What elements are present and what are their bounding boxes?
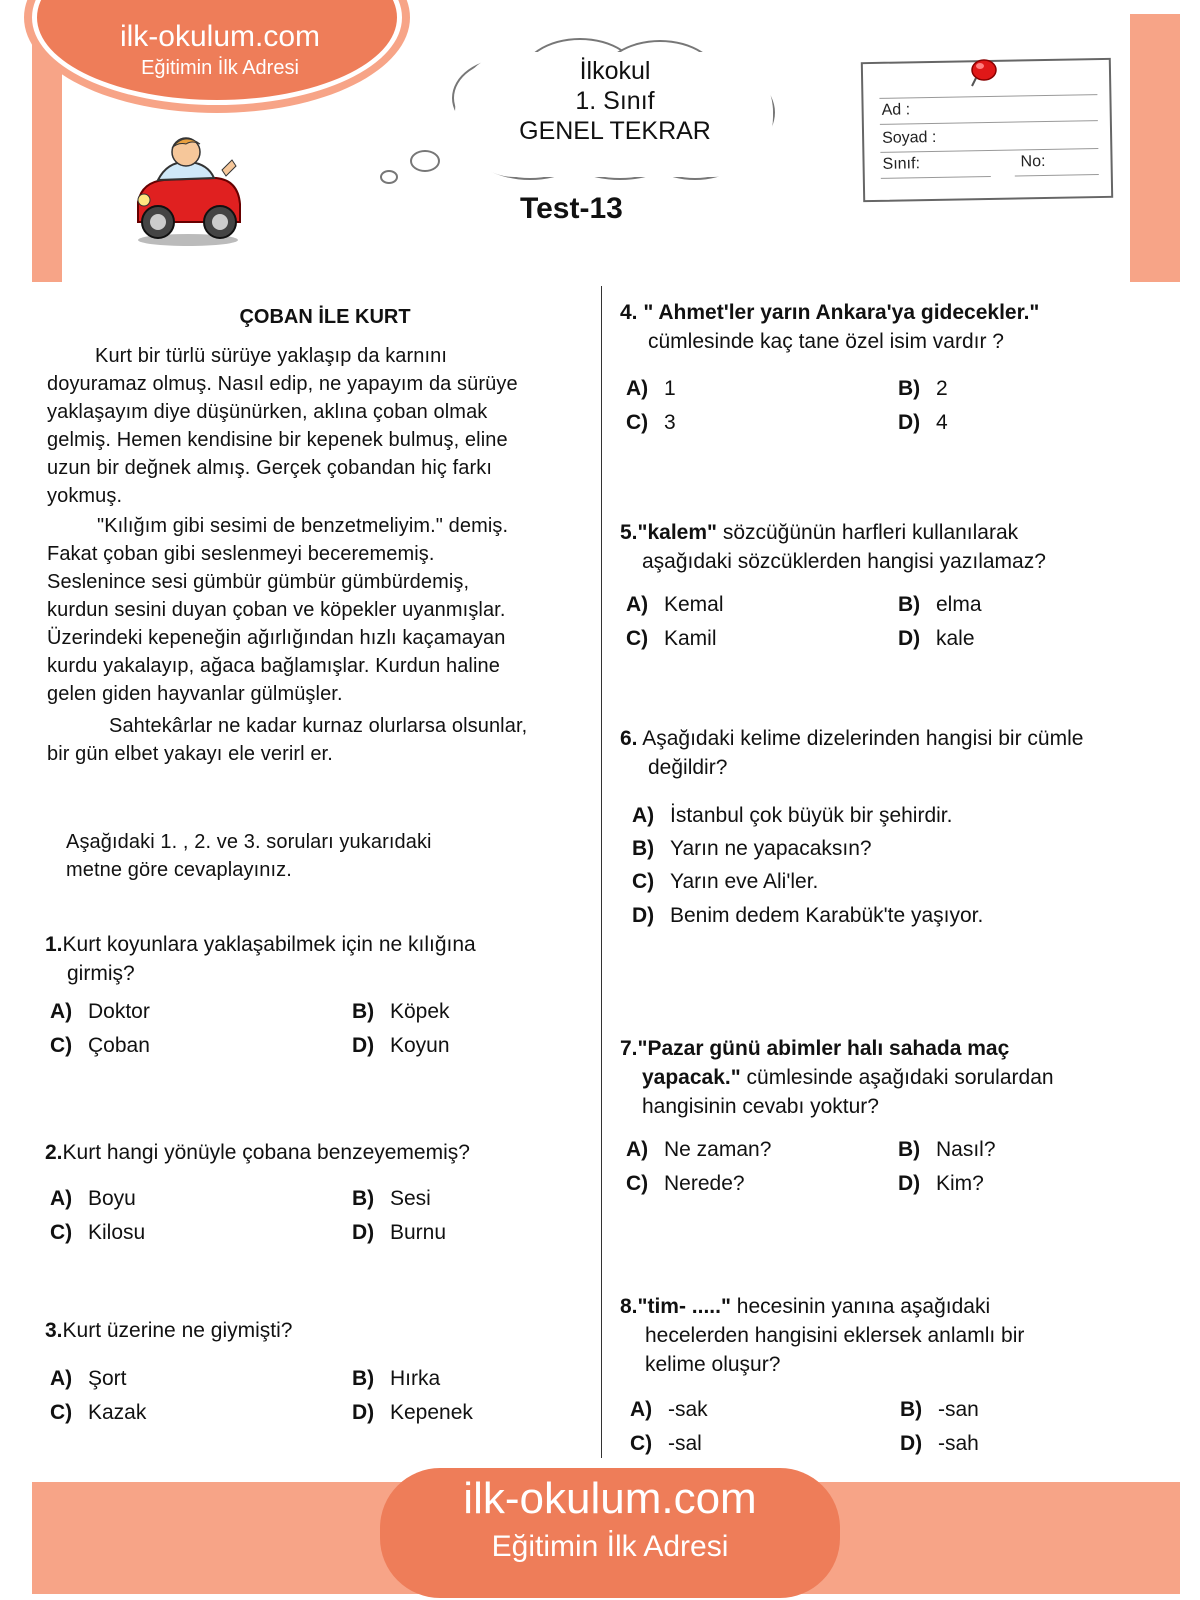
q8-option-a[interactable] xyxy=(630,1396,708,1424)
question-text: girmiş? xyxy=(67,962,135,985)
question-text: sözcüğünün harfleri kullanılarak xyxy=(722,521,1019,544)
question-text: Kurt hangi yönüyle çobana benzeyememiş? xyxy=(62,1141,470,1164)
footer-title: ilk-okulum.com xyxy=(463,1474,757,1523)
q3-option-b[interactable] xyxy=(352,1365,440,1393)
story-line: kurdun sesini duyan çoban ve köpekler uyanmışlar. xyxy=(47,599,506,621)
question-text: hecesinin yanına aşağıdaki xyxy=(736,1295,991,1318)
story-line: Seslenince sesi gümbür gümbür gümbürdemiş, xyxy=(47,571,470,593)
story-paragraph-3 xyxy=(47,712,592,768)
option-letter: D) xyxy=(632,904,655,927)
q7-option-c[interactable] xyxy=(626,1170,745,1198)
option-text: Şort xyxy=(88,1367,127,1390)
car-illustration xyxy=(128,130,248,248)
q4-option-c[interactable] xyxy=(626,409,676,437)
q8-option-b[interactable] xyxy=(900,1396,979,1424)
story-line: bir gün elbet yakayı ele verirl er. xyxy=(47,743,333,765)
option-letter: A) xyxy=(50,1187,73,1210)
story-line: gelmiş. Hemen kendisine bir kepenek bulmuş, eline xyxy=(47,429,508,451)
option-text: 3 xyxy=(664,411,676,434)
q3-option-a[interactable] xyxy=(50,1365,127,1393)
question-6 xyxy=(620,724,1180,782)
q6-option-c[interactable] xyxy=(632,868,818,896)
option-text: Nasıl? xyxy=(936,1138,996,1161)
q1-option-c[interactable] xyxy=(50,1032,150,1060)
q6-option-b[interactable] xyxy=(632,835,872,863)
option-letter: A) xyxy=(50,1000,73,1023)
option-text: İstanbul çok büyük bir şehirdir. xyxy=(670,804,953,827)
question-number: 3. xyxy=(45,1319,63,1342)
q4-option-d[interactable] xyxy=(898,409,948,437)
option-text: Benim dedem Karabük'te yaşıyor. xyxy=(670,904,984,927)
name-line xyxy=(880,120,1098,125)
question-text: kelime oluşur? xyxy=(645,1353,781,1376)
question-7 xyxy=(620,1034,1180,1121)
option-letter: B) xyxy=(352,1000,375,1023)
option-text: 1 xyxy=(664,377,676,400)
option-letter: B) xyxy=(898,377,921,400)
option-letter: A) xyxy=(626,1138,649,1161)
number-label: No: xyxy=(1020,152,1046,171)
class-line xyxy=(881,176,991,179)
story-line: Kurt bir türlü sürüye yaklaşıp da karnını xyxy=(95,345,448,367)
option-text: Doktor xyxy=(88,1000,150,1023)
option-text: Kim? xyxy=(936,1172,984,1195)
option-letter: D) xyxy=(900,1432,923,1455)
option-letter: A) xyxy=(626,593,649,616)
q8-option-d[interactable] xyxy=(900,1430,979,1458)
question-text: Kurt üzerine ne giymişti? xyxy=(62,1319,293,1342)
option-letter: C) xyxy=(626,411,649,434)
question-quote: "Pazar günü abimler halı sahada maç xyxy=(637,1037,1010,1060)
option-text: Nerede? xyxy=(664,1172,745,1195)
story-line: yokmuş. xyxy=(47,485,123,507)
q4-option-b[interactable] xyxy=(898,375,948,403)
option-text: Hırka xyxy=(390,1367,441,1390)
option-letter: B) xyxy=(898,593,921,616)
q7-option-d[interactable] xyxy=(898,1170,984,1198)
question-2 xyxy=(45,1138,585,1167)
question-quote: "tim- ....." xyxy=(637,1295,731,1318)
question-number: 8. xyxy=(620,1295,638,1318)
class-label: Sınıf: xyxy=(882,155,921,173)
question-number: 4. xyxy=(620,301,638,324)
option-letter: C) xyxy=(632,870,655,893)
option-text: -sak xyxy=(668,1398,708,1421)
q3-option-c[interactable] xyxy=(50,1399,146,1427)
option-letter: D) xyxy=(898,1172,921,1195)
option-letter: C) xyxy=(626,627,649,650)
option-text: Kemal xyxy=(664,593,724,616)
q2-option-a[interactable] xyxy=(50,1185,136,1213)
story-line: Sahtekârlar ne kadar kurnaz olurlarsa olsunlar, xyxy=(109,715,528,737)
q6-option-a[interactable] xyxy=(632,802,952,830)
story-line: Üzerindeki kepeneğin ağırlığından hızlı kaçamayan xyxy=(47,627,506,649)
q6-option-d[interactable] xyxy=(632,902,983,930)
story-line: kurdu yakalayıp, ağaca bağlamışlar. Kurdun haline xyxy=(47,655,500,677)
option-text: Kepenek xyxy=(390,1401,473,1424)
option-text: 2 xyxy=(936,377,948,400)
column-divider xyxy=(601,286,602,1458)
test-title: Test-13 xyxy=(520,192,623,225)
q5-option-b[interactable] xyxy=(898,591,982,619)
question-text: Aşağıdaki kelime dizelerinden hangisi bir cümle xyxy=(642,727,1084,750)
question-quote: yapacak." xyxy=(642,1066,741,1089)
option-letter: C) xyxy=(50,1221,73,1244)
option-letter: A) xyxy=(630,1398,653,1421)
story-title: ÇOBAN İLE KURT xyxy=(239,306,411,328)
instruction-line: Aşağıdaki 1. , 2. ve 3. soruları yukarıdaki xyxy=(66,831,432,853)
option-letter: C) xyxy=(50,1034,73,1057)
option-letter: A) xyxy=(632,804,655,827)
surname-label: Soyad : xyxy=(881,128,937,147)
question-text: aşağıdaki sözcüklerden hangisi yazılamaz? xyxy=(642,550,1046,573)
option-letter: C) xyxy=(50,1401,73,1424)
q8-option-c[interactable] xyxy=(630,1430,702,1458)
question-text: hangisinin cevabı yoktur? xyxy=(642,1095,879,1118)
option-letter: C) xyxy=(630,1432,653,1455)
option-letter: B) xyxy=(352,1187,375,1210)
logo-subtitle: Eğitimin İlk Adresi xyxy=(141,57,299,79)
story-line: Fakat çoban gibi seslenmeyi becerememiş. xyxy=(47,543,435,565)
question-number: 6. xyxy=(620,727,638,750)
option-letter: B) xyxy=(632,837,655,860)
option-text: 4 xyxy=(936,411,948,434)
option-text: Burnu xyxy=(390,1221,447,1244)
q7-option-a[interactable] xyxy=(626,1136,771,1164)
story-line: uzun bir değnek almış. Gerçek çobandan hiç farkı xyxy=(47,457,493,479)
option-text: -san xyxy=(938,1398,979,1421)
q5-option-c[interactable] xyxy=(626,625,717,653)
story-paragraph-2 xyxy=(47,512,592,708)
option-text: -sal xyxy=(668,1432,702,1455)
surname-line xyxy=(880,148,1098,153)
q2-option-c[interactable] xyxy=(50,1219,145,1247)
question-text: değildir? xyxy=(648,756,728,779)
q7-option-b[interactable] xyxy=(898,1136,996,1164)
pushpin-icon xyxy=(968,56,1000,88)
option-text: Çoban xyxy=(88,1034,150,1057)
option-text: Sesi xyxy=(390,1187,431,1210)
number-line xyxy=(1015,174,1099,176)
q1-option-b[interactable] xyxy=(352,998,450,1026)
question-number: 1. xyxy=(45,933,63,956)
option-letter: B) xyxy=(898,1138,921,1161)
question-number: 5. xyxy=(620,521,638,544)
option-text: kale xyxy=(936,627,975,650)
instruction-line: metne göre cevaplayınız. xyxy=(66,859,292,881)
cloud-line-topic: GENEL TEKRAR xyxy=(519,117,711,145)
option-text: Yarın eve Ali'ler. xyxy=(670,870,819,893)
option-text: elma xyxy=(936,593,982,616)
question-text: Kurt koyunlara yaklaşabilmek için ne kılığına xyxy=(62,933,476,956)
question-text: hecelerden hangisini eklersek anlamlı bir xyxy=(645,1324,1025,1347)
question-number: 7. xyxy=(620,1037,638,1060)
q3-option-d[interactable] xyxy=(352,1399,473,1427)
question-8 xyxy=(620,1292,1180,1379)
option-text: Kazak xyxy=(88,1401,147,1424)
option-letter: D) xyxy=(352,1034,375,1057)
cloud-line-grade: 1. Sınıf xyxy=(575,87,655,115)
option-text: Kamil xyxy=(664,627,717,650)
option-text: Ne zaman? xyxy=(664,1138,772,1161)
logo-title: ilk-okulum.com xyxy=(119,20,321,53)
option-text: Yarın ne yapacaksın? xyxy=(670,837,872,860)
question-1 xyxy=(45,930,585,988)
q1-option-d[interactable] xyxy=(352,1032,450,1060)
q5-option-d[interactable] xyxy=(898,625,975,653)
option-letter: A) xyxy=(50,1367,73,1390)
story-line: "Kılığım gibi sesimi de benzetmeliyim." demiş. xyxy=(97,515,509,537)
option-text: Koyun xyxy=(390,1034,450,1057)
q5-option-a[interactable] xyxy=(626,591,724,619)
story-line: gelen giden hayvanlar gülmüşler. xyxy=(47,683,343,705)
option-text: Boyu xyxy=(88,1187,136,1210)
option-letter: C) xyxy=(626,1172,649,1195)
top-line xyxy=(879,94,1097,99)
option-letter: B) xyxy=(900,1398,923,1421)
question-5 xyxy=(620,518,1180,576)
question-4 xyxy=(620,298,1180,356)
footer-subtitle: Eğitimin İlk Adresi xyxy=(491,1530,729,1563)
instruction-text xyxy=(66,828,586,884)
option-letter: A) xyxy=(626,377,649,400)
story-paragraph-1 xyxy=(47,342,592,510)
option-letter: D) xyxy=(352,1221,375,1244)
option-text: Kilosu xyxy=(88,1221,146,1244)
name-label: Ad : xyxy=(881,101,911,119)
option-letter: D) xyxy=(898,627,921,650)
question-number: 2. xyxy=(45,1141,63,1164)
q4-option-a[interactable] xyxy=(626,375,676,403)
option-letter: D) xyxy=(898,411,921,434)
question-text: cümlesinde kaç tane özel isim vardır ? xyxy=(648,330,1004,353)
story-line: doyuramaz olmuş. Nasıl edip, ne yapayım da sürüye xyxy=(47,373,518,395)
story-line: yaklaşayım diye düşünürken, aklına çoban olmak xyxy=(47,401,488,423)
option-letter: B) xyxy=(352,1367,375,1390)
option-text: Köpek xyxy=(390,1000,450,1023)
question-text: cümlesinde aşağıdaki sorulardan xyxy=(746,1066,1054,1089)
q2-option-d[interactable] xyxy=(352,1219,446,1247)
q1-option-a[interactable] xyxy=(50,998,150,1026)
option-text: -sah xyxy=(938,1432,979,1455)
question-quote: "kalem" xyxy=(637,521,717,544)
q2-option-b[interactable] xyxy=(352,1185,431,1213)
cloud-line-school: İlkokul xyxy=(579,57,651,85)
question-3 xyxy=(45,1316,585,1345)
option-letter: D) xyxy=(352,1401,375,1424)
question-quote: " Ahmet'ler yarın Ankara'ya gidecekler." xyxy=(643,301,1040,324)
